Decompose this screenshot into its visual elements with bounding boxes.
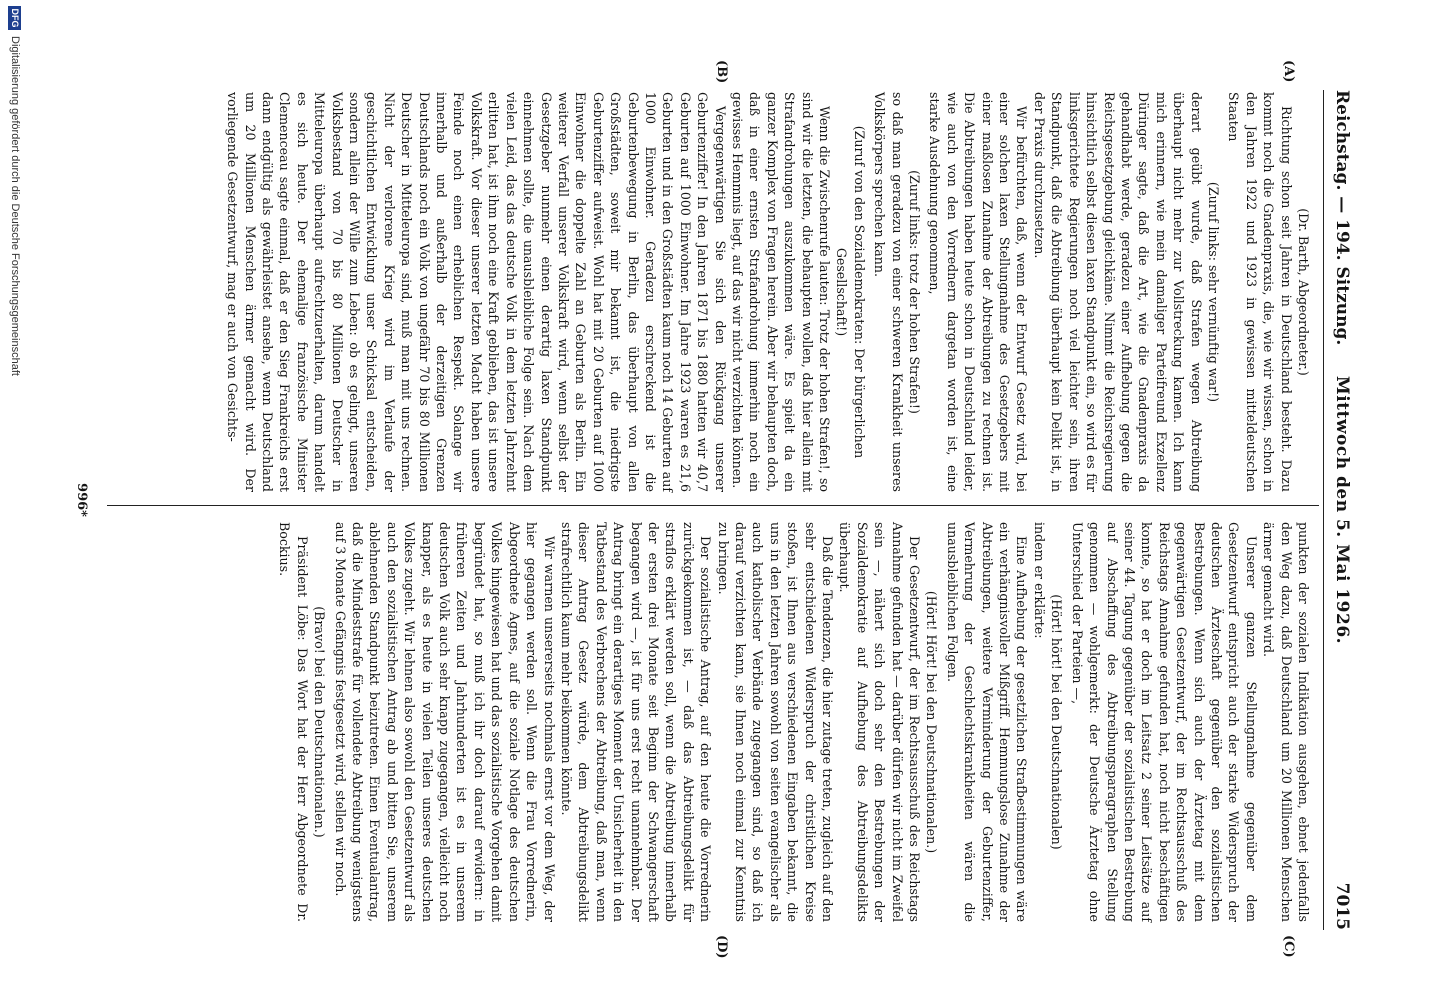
dfg-logo: DFG: [8, 6, 21, 30]
interjection: (Hört! Hört! bei den Deutschnationalen.): [924, 590, 940, 854]
paragraph: Der sozialistische Antrag, auf den heute die Vorrednerin zurückgekommen ist, — daß das Abtreibungsdelikt für straflos erklärt werden soll, wenn die Abtreibung innerhalb der ersten drei Monate seit Beginn der Schwangerschaft begangen wird —, ist für uns erst recht unannehmbar. Der Antrag bringt ein derartiges Moment der Unsicherheit in den Tatbestand des Verbrechens der Abtreibung, daß man, wenn dieser Antrag Gesetz würde, dem Abtreibungsdelikt strafrechtlich kaum mehr beikommen könnte.: [558, 522, 714, 922]
paragraph: indem er erklärte:: [1031, 522, 1047, 639]
interjection: (Bravo! bei den Deutschnationalen.): [312, 606, 328, 838]
paragraph: Daß die Tendenzen, die hier zutage treten, zugleich auf den sehr entschiedenen Widerspruch der christlichen Kreise stoßen, ist Ihnen aus verschiedenen Eingaben bekannt, die uns in den letzten Jahren sowohl von seiten evangelischer als auch katholischer Verbände zugegangen sind, so daß ich darauf verzichten kann, sie Ihnen noch einmal zur Kenntnis zu bringen.: [715, 522, 836, 922]
quotation: Eine Aufhebung der gesetzlichen Strafbestimmungen wäre ein verhängnisvoller Mißgriff. Hemmungslose Zunahme der Abtreibungen, weitere Verminderung der Geburtenziffer, Vermehrung der Geschlechtskrankheiten wären die unausbleiblichen Folgen.: [944, 522, 1030, 922]
paragraph: Vergegenwärtigen Sie sich den Rückgang unserer Geburtenziffer! In den Jahren 1871 bis 1880 hatten wir 40,7 Geburten auf 1000 Einwohner. Im Jahre 1923 waren es 21,6 Geburten und in den Großstädten kaum noch 14 Geburten auf 1000 Einwohner. Geradezu erschreckend ist die Geburtenbewegung in Berlin, das überhaupt von allen Großstädten, soweit mir bekannt ist, die niedrigste Geburtenziffer aufweist. Wohl hat mit 20 Geburten auf 1000 Einwohner die doppelte Zahl an Geburten als Berlin. Ein weiterer Verfall unserer Volkskraft wird, wenn selbst der Gesetzgeber nunmehr einen derartig laxen Standpunkt einnehmen sollte, die unausbleibliche Folge sein. Nach dem vielen Leid, das das deutsche Volk in dem letzten Jahrzehnt erlitten hat, ist ihm noch eine Kraft geblieben, das ist unsere Volkskraft. Vor dieser unserer letzten Macht haben unsere Feinde noch einen erheblichen Respekt. Solange wir innerhalb und außerhalb der derzeitigen Grenzen Deutschlands noch ein Volk von ungefähr 70 bis 80 Millionen Deutscher in Mitteleuropa sind, muß man mit uns rechnen. Nicht der verlorene Krieg wird im Verlaufe der geschichtlichen Entwicklung unser Schicksal entscheiden, sondern allein der Wille zum Leben: ob es gelingt, unseren Volksbestand von 70 bis 80 Millionen Deutscher in Mitteleuropa überhaupt aufrechtzuerhalten, darum handelt es sich heute. Der ehemalige französische Minister Clemenceau sagte einmal, daß er den Sieg Frankreichs erst dann endgültig als gewährleistet ansehe, wenn Deutschland um 20 Millionen Menschen ärmer gemacht wird. Der vorliegende Gesetzentwurf, mag er auch von Gesichts-: [225, 92, 728, 492]
page-number: 7015: [1332, 882, 1352, 930]
paragraph: punkten der sozialen Indikation ausgehen, ebnet jedenfalls den Weg dazu, daß Deutschland um 20 Millionen Menschen ärmer gemacht wird.: [1261, 522, 1311, 922]
header-left: Reichstag. — 194. Sitzung.: [1332, 90, 1352, 346]
paragraph: Wir warnen unsererseits nochmals ernst vor dem Weg, der hier gegangen werden soll. Wenn die Frau Vorrednerin, Abgeordnete Agnes, auf die soziale Notlage des deutschen Volkes hingewiesen hat und das sozialistische Vorgehen damit begründet hat, so muß ich ihr doch darauf erwidern: in früheren Zeiten und Jahrhunderten ist es in unserem deutschen Volk auch sehr knapp zugegangen, vielleicht noch knapper, als es heute in vielen Teilen unseres deutschen Volkes zugeht. Wir lehnen also sowohl den Gesetzentwurf als auch den sozialistischen Antrag ab und bitten Sie, unserem ablehnenden Standpunkt beizutreten. Einen Eventualantrag, daß die Mindeststrafe für vollendete Abtreibung wenigstens auf 3 Monate Gefängnis festgesetzt wird, stellen wir noch.: [332, 522, 557, 922]
right-column: [276, 522, 1312, 922]
header-rule: [1323, 90, 1324, 930]
interjection: (Zuruf links: trotz der hohen Strafen!): [907, 170, 923, 414]
paragraph: Präsident Löbe: Das Wort hat der Herr Abgeordnete Dr. Bockius.: [277, 522, 310, 922]
paragraph: Wir befürchten, daß, wenn der Entwurf Gesetz wird, bei einer solchen laxen Stellungnahme des Gesetzgebers mit einer maßlosen Zunahme der Abtreibungen zu rechnen ist. Die Abtreibungen haben heute schon in Deutschland leider, wie auch von den Vorrednern dargetan worden ist, eine starke Ausdehnung genommen,: [927, 92, 1030, 492]
column-divider: [107, 505, 1319, 506]
paragraph: derart geübt wurde, daß Strafen wegen Abtreibung überhaupt nicht mehr zur Vollstreckung kamen. Ich kann mich erinnern, wie mein damaliger Parteifreund Exzellenz Düringer sagte, daß die Art, wie die Gnadenpraxis da gehandhabt werde, geradezu einer Aufhebung gegen die Reichsgesetzgebung gleichkäme. Nimmt die Reichsregierung hinsichtlich selbst diesen laxen Standpunkt ein, so wird es für linksgerichtete Regierungen noch viel leichter sein, ihren Standpunkt, daß die Abtreibung überhaupt kein Delikt ist, in der Praxis durchzusetzen.: [1031, 92, 1204, 492]
speaker-line: (Dr. Barth, Abgeordneter.): [1296, 208, 1311, 376]
margin-mark-d: (D): [714, 935, 729, 959]
interjection: (Zuruf links: sehr vernünftig war!): [1205, 181, 1221, 403]
margin-mark-a: (A): [1281, 60, 1296, 83]
page-footer: 996*: [74, 483, 89, 517]
digitization-credit: [6, 0, 22, 1000]
paragraph: Der Gesetzentwurf, der im Rechtsausschuß des Reichstags Annahme gefunden hat — darüber dürfen wir nicht im Zweifel sein —, nähert sich doch sehr den Bestrebungen der Sozialdemokratie auf Aufhebung des Abtreibungsdelikts überhaupt.: [837, 522, 923, 922]
paragraph: Unserer ganzen Stellungnahme gegenüber dem Gesetzentwurf entspricht auch der starke Widerspruch der deutschen Ärzteschaft gegenüber den sozialistischen Bestrebungen. Wenn sich auch der Ärztetag mit dem gegenwärtigen Gesetzentwurf, der im Rechtsausschuß des Reichstags Annahme gefunden hat, noch nicht beschäftigen konnte, so hat er doch im Leitsatz 2 seiner Leitsätze auf seiner 44. Tagung gegenüber der sozialistischen Bestrebung auf Abschaffung des Abtreibungsparagraphen Stellung genommen — wohlgemerkt: der Deutsche Ärztetag ohne Unterschied der Parteien —,: [1069, 522, 1259, 922]
paragraph: Wenn die Zwischenrufe lauten: Trotz der hohen Strafen!, so sind wir die letzten, die behaupten wollen, daß hier allein mit Strafandrohungen auszukommen wäre. Es spielt da ein ganzer Komplex von Fragen herein. Aber wir behaupten doch, daß in einer ernsten Strafandrohung immerhin noch ein gewisses Hemmnis liegt, auf das wir nicht verzichten können.: [730, 92, 833, 492]
margin-mark-c: (C): [1281, 935, 1296, 958]
paragraph: so daß man geradezu von einer schweren Krankheit unseres Volkskörpers sprechen kann.: [872, 92, 905, 492]
interjection: (Hört! hört! bei den Deutschnationalen): [1049, 594, 1065, 850]
paragraph: Richtung schon seit Jahren in Deutschland besteht. Dazu kommt noch die Gnadenpraxis, die, wie wir wissen, schon in den Jahren 1922 und 1923 in gewissen mitteldeutschen Staaten: [1226, 92, 1294, 492]
header-date: Mittwoch den 5. Mai 1926.: [1332, 375, 1352, 645]
left-column: [224, 92, 1312, 492]
interjection: (Zuruf von den Sozialdemokraten: Der bürgerlichen Gesellschaft!): [834, 125, 867, 459]
margin-mark-b: (B): [714, 60, 729, 84]
page-header: [1326, 90, 1352, 930]
credit-text: Digitalisierung gefördert durch die Deutsche Forschungsgemeinschaft: [9, 36, 21, 376]
